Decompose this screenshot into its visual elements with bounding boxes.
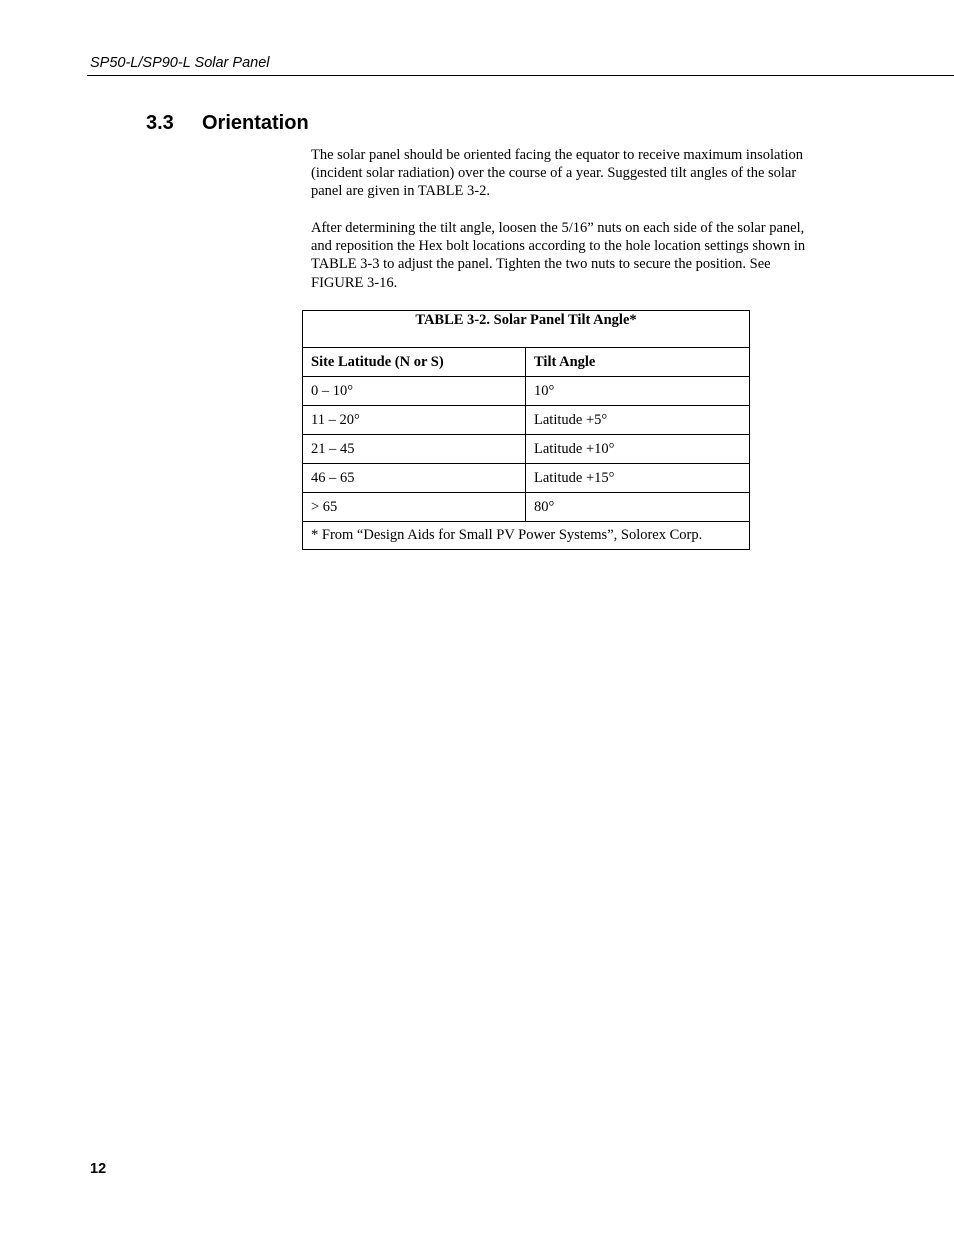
- table-cell-tilt: 80°: [526, 493, 750, 522]
- table-cell-latitude: 21 – 45: [303, 435, 526, 464]
- table-cell-tilt: Latitude +15°: [526, 464, 750, 493]
- table-row: [303, 406, 750, 435]
- table-cell-latitude: 11 – 20°: [303, 406, 526, 435]
- table-row: [303, 493, 750, 522]
- table-cell-latitude: 0 – 10°: [303, 377, 526, 406]
- page-number: 12: [90, 1161, 107, 1177]
- table-footnote: * From “Design Aids for Small PV Power Systems”, Solorex Corp.: [303, 522, 750, 550]
- table-cell-tilt: Latitude +5°: [526, 406, 750, 435]
- section-number: 3.3: [146, 112, 174, 134]
- table-row: [303, 377, 750, 406]
- section-heading: [146, 112, 309, 135]
- table-cell-latitude: 46 – 65: [303, 464, 526, 493]
- column-header-latitude: Site Latitude (N or S): [303, 348, 526, 377]
- table-caption: TABLE 3-2. Solar Panel Tilt Angle*: [303, 311, 750, 348]
- section-title: Orientation: [202, 112, 309, 134]
- table-cell-tilt: Latitude +10°: [526, 435, 750, 464]
- column-header-tilt-angle: Tilt Angle: [526, 348, 750, 377]
- running-header: SP50-L/SP90-L Solar Panel: [90, 55, 270, 71]
- tilt-angle-table: [302, 310, 750, 550]
- paragraph: After determining the tilt angle, loosen the 5/16” nuts on each side of the solar panel, and reposition the Hex bolt locations according to the hole location settings shown in TABLE 3-3 to adjust the panel. Tighten the two nuts to secure the position. See FIGURE 3-16.: [311, 220, 806, 291]
- table-cell-tilt: 10°: [526, 377, 750, 406]
- paragraph: The solar panel should be oriented facing the equator to receive maximum insolation (incident solar radiation) over the course of a year. Suggested tilt angles of the solar panel are given in TABLE 3-2.: [311, 147, 804, 200]
- header-rule: [87, 75, 954, 76]
- table-header-row: [303, 348, 750, 377]
- table-row: [303, 464, 750, 493]
- table-cell-latitude: > 65: [303, 493, 526, 522]
- table-row: [303, 435, 750, 464]
